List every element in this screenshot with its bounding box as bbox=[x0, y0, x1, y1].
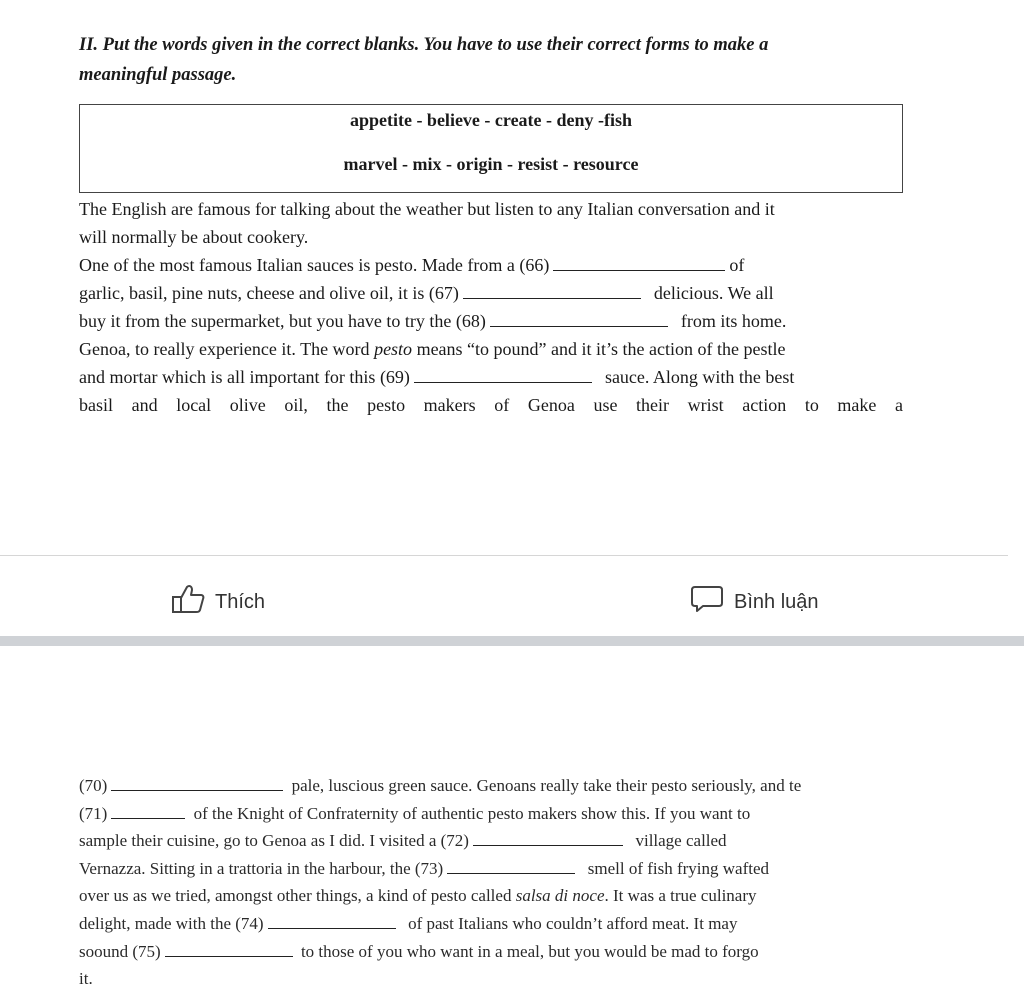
passage-line bbox=[79, 251, 903, 279]
exercise-document-bottom bbox=[79, 772, 903, 993]
passage-text: village called bbox=[635, 831, 727, 851]
passage-line bbox=[79, 882, 903, 910]
passage-text: smell of fish frying wafted bbox=[587, 858, 770, 878]
passage-text: delicious. We all bbox=[653, 283, 774, 303]
heading-line-1: II. Put the words given in the correct blanks. You have to use their correct forms to make a bbox=[79, 35, 769, 55]
passage-line bbox=[79, 307, 903, 335]
passage-line bbox=[79, 855, 903, 883]
like-label: Thích bbox=[215, 590, 266, 613]
passage-line: will normally be about cookery. bbox=[79, 227, 309, 247]
answer-blank-74 bbox=[268, 910, 396, 929]
passage-text: sample their cuisine, go to Genoa as I did. I visited a (72) bbox=[79, 831, 469, 851]
speech-bubble-icon bbox=[690, 584, 724, 620]
answer-blank-73 bbox=[447, 855, 575, 874]
answer-blank-66 bbox=[553, 252, 725, 271]
passage-text: One of the most famous Italian sauces is pesto. Made from a (66) bbox=[79, 255, 550, 275]
heading-line-2: meaningful passage. bbox=[79, 65, 237, 85]
passage-text: (70) bbox=[79, 776, 108, 795]
like-button[interactable] bbox=[171, 584, 265, 620]
exercise-document-top bbox=[79, 30, 903, 419]
passage-line: basil and local olive oil, the pesto makers of Genoa use their wrist action to make a bbox=[79, 395, 903, 415]
word-bank-row-1: appetite - believe - create - deny -fish bbox=[349, 110, 633, 130]
passage-text: Genoa, to really experience it. The word bbox=[79, 339, 370, 359]
passage-part-1 bbox=[79, 195, 903, 419]
passage-line bbox=[79, 827, 903, 855]
answer-blank-68 bbox=[490, 308, 668, 327]
comment-button[interactable] bbox=[690, 584, 819, 620]
post-divider bbox=[0, 555, 1008, 556]
passage-text: garlic, basil, pine nuts, cheese and olive oil, it is (67) bbox=[79, 283, 459, 303]
word-bank-row-2: marvel - mix - origin - resist - resource bbox=[343, 154, 639, 174]
passage-text: . It was a true culinary bbox=[604, 886, 757, 906]
answer-blank-70 bbox=[111, 772, 283, 791]
passage-line bbox=[79, 363, 903, 391]
word-bank-box bbox=[79, 104, 903, 193]
post-separator-band bbox=[0, 636, 1024, 646]
passage-text: of the Knight of Confraternity of authentic pesto makers show this. If you want to bbox=[193, 803, 751, 823]
passage-text: pale, luscious green sauce. Genoans really take their pesto seriously, and te bbox=[291, 776, 802, 795]
passage-text: from its home. bbox=[680, 311, 787, 331]
answer-blank-72 bbox=[473, 827, 623, 846]
passage-line bbox=[79, 910, 903, 938]
passage-line bbox=[79, 938, 903, 966]
passage-line: it. bbox=[79, 969, 93, 989]
passage-text: and mortar which is all important for this (69) bbox=[79, 367, 410, 387]
answer-blank-69 bbox=[414, 364, 592, 383]
answer-blank-75 bbox=[165, 938, 293, 957]
passage-text: sauce. Along with the best bbox=[604, 367, 795, 387]
thumbs-up-icon bbox=[171, 584, 205, 620]
passage-line: The English are famous for talking about the weather but listen to any Italian conversation and it bbox=[79, 199, 775, 219]
passage-text: buy it from the supermarket, but you have to try the (68) bbox=[79, 311, 486, 331]
comment-label: Bình luận bbox=[734, 590, 819, 613]
passage-text: means “to pound” and it it’s the action of the pestle bbox=[416, 339, 786, 359]
passage-text: (71) bbox=[79, 803, 108, 823]
answer-blank-67 bbox=[463, 280, 641, 299]
passage-text: to those of you who want in a meal, but you would be mad to forgo bbox=[300, 941, 759, 961]
passage-line bbox=[79, 335, 903, 363]
passage-text: soound (75) bbox=[79, 941, 161, 961]
passage-text: delight, made with the (74) bbox=[79, 913, 264, 933]
exercise-heading bbox=[79, 30, 903, 90]
answer-blank-71 bbox=[111, 800, 185, 819]
passage-text: Vernazza. Sitting in a trattoria in the harbour, the (73) bbox=[79, 858, 444, 878]
passage-italic-word: salsa di noce bbox=[515, 886, 605, 906]
passage-line bbox=[79, 279, 903, 307]
passage-line bbox=[79, 800, 903, 828]
passage-italic-word: pesto bbox=[374, 339, 413, 359]
passage-text: over us as we tried, amongst other things, a kind of pesto called bbox=[79, 886, 512, 906]
passage-line bbox=[79, 772, 903, 800]
passage-text: of bbox=[729, 255, 745, 275]
passage-text: of past Italians who couldn’t afford meat. It may bbox=[408, 913, 738, 933]
